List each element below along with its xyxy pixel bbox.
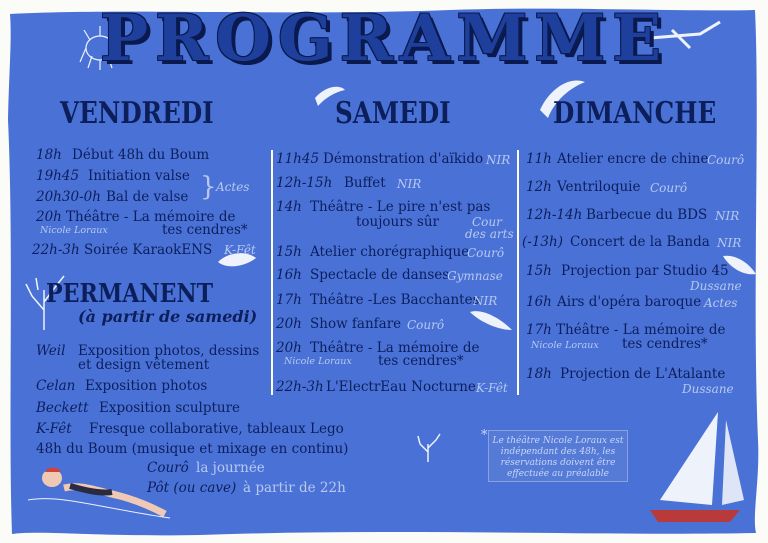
time-label: 16h bbox=[526, 294, 552, 310]
event-label: Concert de la Banda bbox=[570, 234, 710, 250]
place-label: Gymnase bbox=[447, 269, 503, 283]
event-label: Théâtre - La mémoire de bbox=[66, 209, 236, 225]
time-label: 17h bbox=[526, 322, 552, 338]
event-label: Projection de L'Atalante bbox=[560, 366, 726, 382]
event-label: toujours sûr bbox=[356, 214, 440, 230]
place-label: NIR bbox=[715, 209, 740, 223]
permanent-subheading: (à partir de samedi) bbox=[78, 307, 258, 326]
place-label: Actes bbox=[216, 180, 250, 194]
event-label: Initiation valse bbox=[88, 168, 190, 184]
place-label: NIR bbox=[397, 177, 422, 191]
place-label: Courô bbox=[650, 181, 688, 195]
friday-heading: VENDREDI bbox=[60, 96, 214, 131]
permanent-heading: PERMANENT bbox=[46, 279, 214, 309]
place-label: Pôt (ou cave) bbox=[147, 480, 237, 496]
time-label: 20h bbox=[276, 316, 302, 332]
page-title: PROGRAMME bbox=[99, 1, 669, 76]
event-label: Airs d'opéra baroque bbox=[557, 294, 702, 310]
saturday-heading: SAMEDI bbox=[335, 96, 451, 131]
time-label: (-13h) bbox=[522, 234, 563, 250]
time-label: 12h bbox=[526, 179, 552, 195]
time-label: 19h45 bbox=[36, 168, 80, 184]
place-label: Cour bbox=[472, 215, 502, 229]
note-line: réservations doivent être bbox=[500, 458, 616, 468]
time-label: 20h bbox=[276, 340, 302, 356]
time-label: 20h30-0h bbox=[36, 189, 101, 205]
time-label: 12h-14h bbox=[526, 207, 583, 223]
note-star: * bbox=[481, 428, 488, 443]
event-label: et design vêtement bbox=[78, 357, 210, 373]
event-label: Théâtre -Les Bacchantes bbox=[310, 292, 480, 308]
place-label: Dussane bbox=[682, 382, 734, 396]
event-label: Début 48h du Boum bbox=[72, 147, 210, 163]
brace-glyph: } bbox=[200, 172, 217, 202]
place-label: K-Fêt bbox=[36, 421, 72, 437]
time-label: 12h-15h bbox=[276, 175, 333, 191]
time-label: 11h45 bbox=[276, 151, 320, 167]
author-label: Nicole Loraux bbox=[284, 356, 352, 367]
place-label: Weil bbox=[36, 343, 66, 359]
theatre-note bbox=[488, 430, 628, 482]
when-label: à partir de 22h bbox=[243, 480, 346, 496]
time-label: 20h bbox=[36, 209, 62, 225]
author-label: Nicole Loraux bbox=[531, 340, 599, 351]
event-label: Bal de valse bbox=[106, 189, 189, 205]
time-label: 16h bbox=[276, 267, 302, 283]
time-label: 18h bbox=[36, 147, 62, 163]
event-label: Projection par Studio 45 bbox=[561, 263, 729, 279]
author-label: Nicole Loraux bbox=[40, 225, 108, 236]
time-label: 11h bbox=[526, 151, 552, 167]
event-label: Démonstration d'aïkido bbox=[323, 151, 484, 167]
event-label: Show fanfare bbox=[310, 316, 402, 332]
sunday-heading: DIMANCHE bbox=[553, 96, 717, 131]
place-label: K-Fêt bbox=[224, 243, 256, 257]
place-label: Courô bbox=[467, 246, 505, 260]
event-label: Théâtre - Le pire n'est pas bbox=[310, 199, 491, 215]
event-label: Soirée KaraokENS bbox=[84, 242, 213, 258]
place-label: K-Fêt bbox=[476, 381, 508, 395]
note-line: indépendant des 48h, les bbox=[500, 447, 616, 457]
event-label: Buffet bbox=[344, 175, 386, 191]
time-label: 22h-3h bbox=[276, 379, 324, 395]
time-label: 17h bbox=[276, 292, 302, 308]
place-label: Actes bbox=[704, 296, 738, 310]
event-label: Atelier encre de chine bbox=[557, 151, 709, 167]
time-label: 15h bbox=[526, 263, 552, 279]
time-label: 22h-3h bbox=[32, 242, 80, 258]
event-label: Atelier chorégraphique bbox=[310, 244, 470, 260]
place-label: NIR bbox=[486, 153, 511, 167]
time-label: 15h bbox=[276, 244, 302, 260]
event-label: Théâtre - La mémoire de bbox=[310, 340, 480, 356]
place-label: Dussane bbox=[690, 279, 742, 293]
place-label: des arts bbox=[465, 227, 514, 241]
event-label: Ventriloquie bbox=[557, 179, 641, 195]
event-label: Exposition photos bbox=[85, 378, 208, 394]
event-label: tes cendres* bbox=[622, 336, 708, 352]
place-label: Courô bbox=[707, 153, 745, 167]
time-label: 14h bbox=[276, 199, 302, 215]
event-label: Exposition photos, dessins bbox=[78, 343, 260, 359]
event-label: tes cendres* bbox=[162, 222, 248, 238]
event-label: Barbecue du BDS bbox=[586, 207, 708, 223]
time-label: 18h bbox=[526, 366, 552, 382]
place-label: NIR bbox=[473, 294, 498, 308]
event-label: Fresque collaborative, tableaux Lego bbox=[89, 421, 344, 437]
note-line: Le théâtre Nicole Loraux est bbox=[492, 436, 624, 446]
place-label: Courô bbox=[147, 460, 189, 476]
place-label: NIR bbox=[717, 236, 742, 250]
event-label: Exposition sculpture bbox=[99, 400, 241, 416]
boum-label: 48h du Boum (musique et mixage en continu) bbox=[36, 441, 349, 457]
place-label: Beckett bbox=[36, 400, 89, 416]
place-label: Courô bbox=[407, 318, 445, 332]
event-label: Spectacle de danses bbox=[310, 267, 450, 283]
event-label: tes cendres* bbox=[378, 353, 464, 369]
event-label: Théâtre - La mémoire de bbox=[556, 322, 726, 338]
note-line: effectuée au préalable bbox=[507, 469, 609, 479]
when-label: la journée bbox=[196, 460, 265, 476]
event-label: L'ElectrEau Nocturne bbox=[326, 379, 476, 395]
place-label: Celan bbox=[36, 378, 76, 394]
